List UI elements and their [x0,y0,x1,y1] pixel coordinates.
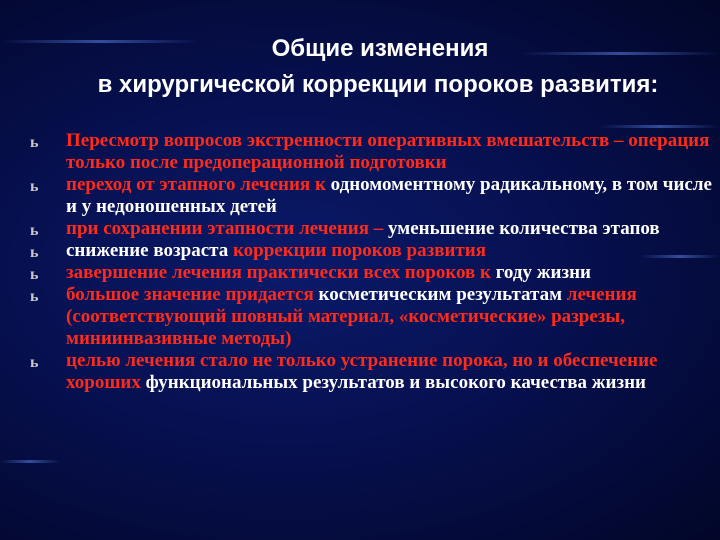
item-text-red: большое значение придается [66,284,319,305]
decor-streak [0,460,60,463]
bullet-icon: ь [30,288,39,305]
item-text-red: при сохранении этапности лечения – [66,218,389,239]
bullet-icon: ь [30,134,39,151]
list-item [30,262,714,284]
item-text-red: завершение лечения практически всех пороков к [66,262,496,283]
item-text-white: одномоментному радикальному, в том числе и у недоношенных детей [66,174,712,217]
slide-title: Общие изменения [271,35,489,62]
bullet-icon: ь [30,266,39,283]
list-item [30,218,714,240]
item-text-red: лечения (соответствующий шовный материал, «косметические» разрезы, миниинвазивные методы) [66,284,637,349]
list-item [30,130,714,174]
list-item [30,174,714,218]
bullet-icon: ь [30,222,39,239]
item-text-white: году жизни [495,262,591,283]
item-text-red: Пересмотр вопросов экстренности оперативных вмешательств – операция только после предоперационной подготовки [66,130,710,173]
item-text-white: функциональных результатов и высокого качества жизни [145,372,646,393]
bullet-icon: ь [30,354,39,371]
item-text-white: уменьшение количества этапов [388,218,660,239]
list-item [30,284,714,350]
list-item [30,240,714,262]
item-text-red: целью лечения стало не только устранение порока, но и обеспечение хороших [66,350,658,393]
slide-subtitle: в хирургической коррекции пороков развития: [97,71,659,98]
item-text-red: переход от этапного лечения к [66,174,331,195]
decor-streak [600,125,720,128]
item-text-red: коррекции пороков развития [232,240,486,261]
bullet-icon: ь [30,244,39,261]
bullet-icon: ь [30,178,39,195]
item-text-white: снижение возраста [66,240,233,261]
item-text-white: косметическим результатам [318,284,563,305]
changes-list [30,130,714,394]
list-item [30,350,714,394]
